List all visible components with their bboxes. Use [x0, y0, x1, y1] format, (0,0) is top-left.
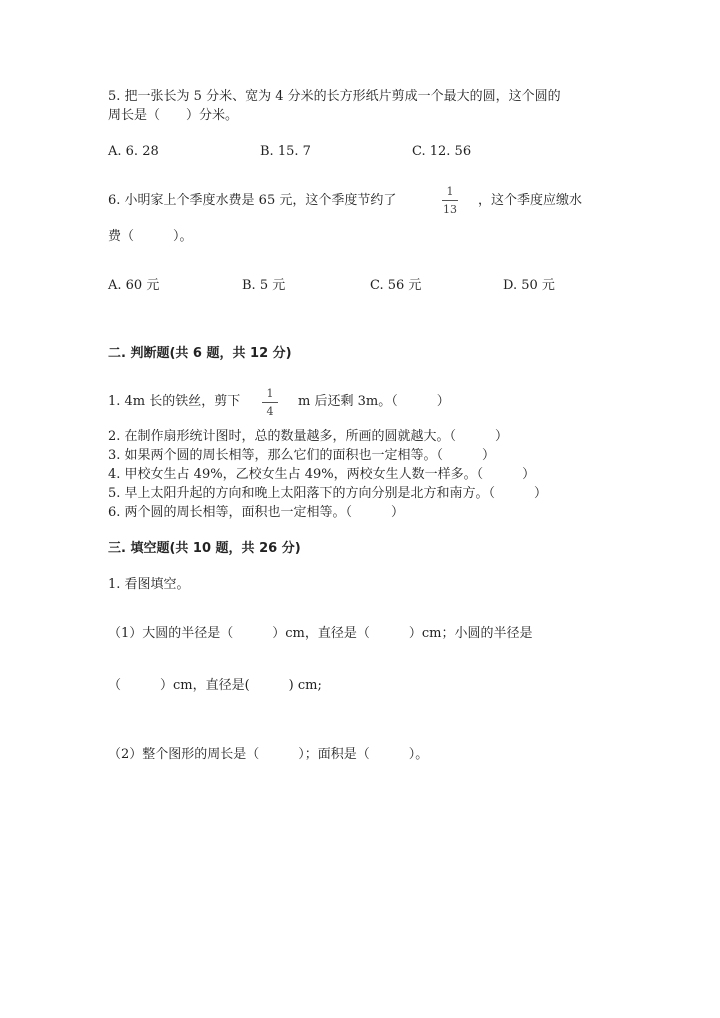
s2-item3: 3. 如果两个圆的周长相等，那么它们的面积也一定相等。（ ） — [108, 448, 496, 463]
s2-item4: 4. 甲校女生占 49%，乙校女生占 49%，两校女生人数一样多。（ ） — [108, 467, 536, 482]
q6-line1-post: ，这个季度应缴水 — [478, 193, 583, 208]
q5-option-c: C. 12. 56 — [412, 144, 472, 159]
q6-line1-pre: 6. 小明家上个季度水费是 65 元，这个季度节约了 — [108, 193, 397, 208]
section3-heading: 三. 填空题(共 10 题，共 26 分) — [108, 541, 301, 556]
q6-fraction — [442, 186, 458, 215]
s3-q1-part1-line2: （ ）cm，直径是( ) cm; — [108, 678, 322, 693]
q5-option-a: A. 6. 28 — [108, 144, 159, 159]
s2-item1-fraction-numerator: 1 — [266, 387, 274, 400]
q6-fraction-bar — [442, 200, 458, 201]
s3-q1-part2: （2）整个图形的周长是（ ）；面积是（ ）。 — [108, 747, 429, 762]
s2-item6: 6. 两个圆的周长相等，面积也一定相等。（ ） — [108, 505, 405, 520]
q6-option-d: D. 50 元 — [503, 278, 555, 293]
q5-line1: 5. 把一张长为 5 分米、宽为 4 分米的长方形纸片剪成一个最大的圆，这个圆的 — [108, 89, 561, 104]
s2-item1-fraction-denominator: 4 — [266, 405, 274, 418]
s2-item1-pre: 1. 4m 长的铁丝，剪下 — [108, 394, 241, 409]
q6-fraction-denominator: 13 — [443, 203, 457, 216]
q5-option-b: B. 15. 7 — [260, 144, 311, 159]
s3-q1: 1. 看图填空。 — [108, 577, 190, 592]
s2-item2: 2. 在制作扇形统计图时，总的数量越多，所画的圆就越大。（ ） — [108, 429, 509, 444]
section2-heading: 二. 判断题(共 6 题，共 12 分) — [108, 346, 292, 361]
s2-item1-post: m 后还剩 3m。（ ） — [298, 394, 450, 409]
s2-item1-fraction — [262, 388, 278, 417]
s2-item5: 5. 早上太阳升起的方向和晚上太阳落下的方向分别是北方和南方。（ ） — [108, 486, 548, 501]
q6-line2: 费（ ）。 — [108, 229, 193, 244]
q6-fraction-numerator: 1 — [446, 185, 454, 198]
q6-option-c: C. 56 元 — [370, 278, 422, 293]
q6-option-a: A. 60 元 — [108, 278, 160, 293]
q6-option-b: B. 5 元 — [242, 278, 286, 293]
s2-item1-fraction-bar — [262, 402, 278, 403]
q5-line2: 周长是（ ）分米。 — [108, 108, 239, 123]
s3-q1-part1-line1: （1）大圆的半径是（ ）cm，直径是（ ）cm；小圆的半径是 — [108, 626, 533, 641]
